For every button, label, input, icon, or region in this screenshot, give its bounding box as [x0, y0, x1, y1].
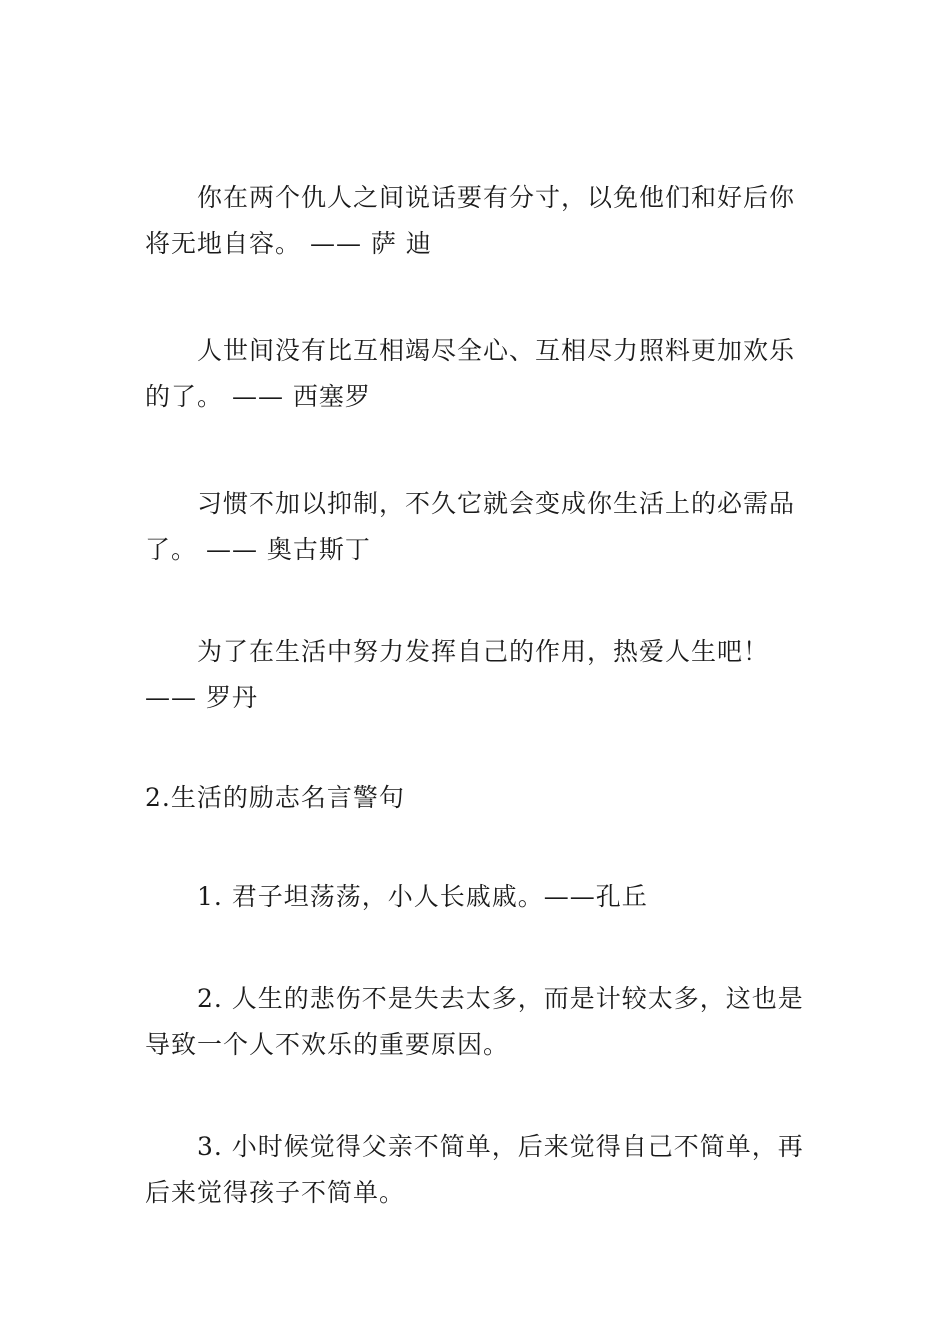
list-item: 3. 小时候觉得父亲不简单，后来觉得自己不简单，再后来觉得孩子不简单。 — [145, 1132, 804, 1207]
list-item: 1. 君子坦荡荡，小人长戚戚。——孔丘 — [197, 882, 648, 911]
quote-paragraph: 习惯不加以抑制，不久它就会变成你生活上的必需品了。 —— 奥古斯丁 — [145, 489, 796, 564]
section-heading: 2.生活的励志名言警句 — [145, 783, 405, 812]
quote-paragraph: 你在两个仇人之间说话要有分寸，以免他们和好后你将无地自容。 —— 萨 迪 — [145, 183, 796, 258]
list-item: 2. 人生的悲伤不是失去太多，而是计较太多，这也是导致一个人不欢乐的重要原因。 — [145, 984, 804, 1059]
quote-paragraph: 为了在生活中努力发挥自己的作用，热爱人生吧！ —— 罗丹 — [145, 637, 770, 712]
quote-paragraph: 人世间没有比互相竭尽全心、互相尽力照料更加欢乐的了。 —— 西塞罗 — [145, 336, 796, 411]
